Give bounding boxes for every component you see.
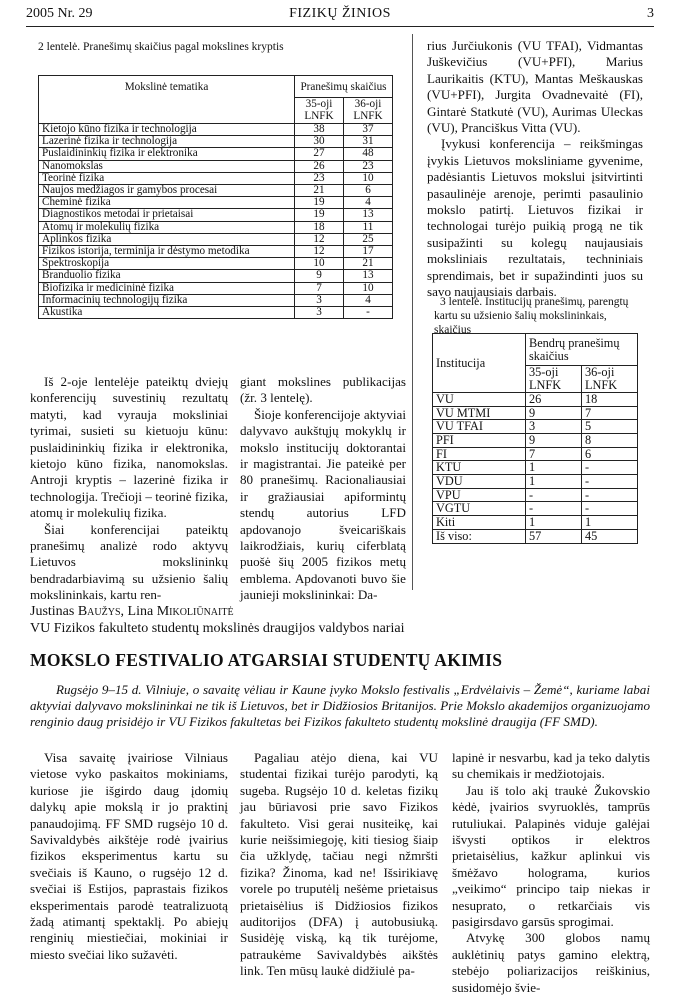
table2-cell-value-35: 26 (526, 392, 582, 406)
table1-cell-value-36: 37 (344, 123, 393, 135)
column-divider (412, 34, 413, 590)
table2-cell-label: Iš viso: (433, 529, 526, 543)
mid-left-paragraph-1: Iš 2-oje lentelėje pateiktų dviejų konferencijų suvestinių rezultatų matyti, kad vyrauja moksliniai tyrimai, susieti su kietuoju kūnu: puslaidininkių fizika ir elektronika, kietojo kūno fizika, nanomokslas. Antroji kryptis – lazerinė fizika ir technologija. Trečioji – teorinė fizika, atomų ir molekulių fizika. (30, 374, 228, 521)
table1-caption: 2 lentelė. Pranešimų skaičius pagal mokslines kryptis (38, 41, 284, 53)
author-surname-2: Mikoliūnaitė (156, 604, 234, 619)
table1-cell-value-36: 10 (344, 172, 393, 184)
table2-row (433, 529, 638, 543)
table1-cell-value-35: 9 (295, 270, 344, 282)
article-column-1 (30, 750, 228, 963)
mid-right-paragraph-2: Šioje konferencijoje aktyviai dalyvavo aukštųjų mokyklų ir mokslo institucijų doktorantai ir magistrantai. Jie pateikė per 80 pranešimų. Racionaliausiai ir gražiausiai apiformintų stendų autorius LFD apdovanojo šveicariškais laikrodžiais, kurių ciferblatą puošė šių 2005 fizikos metų emblema. Apdovanoti buvo šie jaunieji mokslininkai: Da- (240, 406, 406, 603)
table2-cell-value-35: 1 (526, 516, 582, 530)
table2-cell-label: VGTU (433, 502, 526, 516)
table2-cell-value-36: 1 (582, 516, 638, 530)
table1-cell-value-36: 23 (344, 160, 393, 172)
article-lead: Rugsėjo 9–15 d. Vilniuje, o savaitę vėliau ir Kaune įvyko Mokslo festivalis „Erdvėlaivis – Žemė“, kuriame labai aktyviai dalyvavo mokslininkai ne tik iš Lietuvos, bet ir Didžiosios Britanijos. Prie Mokslo akademijos organizuojamo renginio daug prisidėjo ir VU Fizikos fakultetas bei Fizikos fakulteto studentų mokslinė draugija (FF SMD). (30, 682, 650, 729)
table1-cell-label: Nanomokslas (39, 160, 295, 172)
table2-head-count: Bendrų pranešimų skaičius (526, 334, 638, 366)
table2-cell-value-36: 45 (582, 529, 638, 543)
table1-row (39, 184, 393, 196)
table2-cell-value-36: - (582, 461, 638, 475)
mid-left-paragraph-2: Šiai konferencijai pateiktų pranešimų analizė rodo aktyvų Lietuvos mokslininkų bendradarbiavimą su užsienio šalių mokslininkais, kartu ren- (30, 521, 228, 603)
table1-row (39, 245, 393, 257)
table1-cell-value-35: 12 (295, 245, 344, 257)
table-research-topics (38, 75, 393, 319)
mid-left-column (30, 374, 228, 604)
author-block (30, 603, 404, 637)
table1-cell-value-36: - (344, 306, 393, 318)
table1-row (39, 282, 393, 294)
article-title: MOKSLO FESTIVALIO ATGARSIAI STUDENTŲ AKIMIS (30, 650, 503, 670)
table1-cell-value-36: 4 (344, 294, 393, 306)
table2-cell-value-36: 5 (582, 420, 638, 434)
table1-row (39, 221, 393, 233)
table1-cell-value-35: 38 (295, 123, 344, 135)
article-col1-paragraph: Visa savaitę įvairiose Vilniaus vietose vyko paskaitos mokiniams, kuriose jie išgirdo daug įdomių dalykų apie mokslą ir jo praktinį panaudojimą. FF SMD rugsėjo 10 d. Savivaldybės aikštėje rodė įvairius fizikos eksperimentus kartu su svečiais iš Kauno, o rugsėjo 12 d. svečiai iš Estijos, paprastais fizikos eksperimentais parodė teatralizuotą žadą atimantį spektaklį. Po abiejų renginių miestiečiai, mokiniai ir miesto svečiai liko sužavėti. (30, 750, 228, 962)
table1-row (39, 136, 393, 148)
table1-cell-value-35: 18 (295, 221, 344, 233)
table2-cell-value-36: - (582, 502, 638, 516)
table1-row (39, 172, 393, 184)
table2-cell-value-36: 6 (582, 447, 638, 461)
table1-cell-label: Biofizika ir medicininė fizika (39, 282, 295, 294)
table1-row (39, 270, 393, 282)
article-column-3 (452, 750, 650, 996)
page-number: 3 (647, 6, 654, 21)
table1-head-c2: 36-oji LNFK (344, 97, 393, 123)
table1-cell-value-35: 7 (295, 282, 344, 294)
table1-row (39, 294, 393, 306)
table1-cell-label: Lazerinė fizika ir technologija (39, 136, 295, 148)
table2-cell-label: VU MTMI (433, 406, 526, 420)
journal-title: FIZIKŲ ŽINIOS (289, 6, 391, 21)
table2-caption: 3 lentelė. Institucijų pranešimų, parengtų kartu su užsienio šalių mokslininkais, skaičius (434, 296, 629, 336)
table1-cell-value-35: 3 (295, 294, 344, 306)
table1-row (39, 160, 393, 172)
table2-row (433, 447, 638, 461)
table2-cell-value-35: 7 (526, 447, 582, 461)
article-column-2 (240, 750, 438, 980)
table2-cell-value-35: 57 (526, 529, 582, 543)
table1-row (39, 123, 393, 135)
table1-cell-value-35: 30 (295, 136, 344, 148)
table1-cell-label: Kietojo kūno fizika ir technologija (39, 123, 295, 135)
table1-cell-value-36: 25 (344, 233, 393, 245)
table1-cell-value-35: 3 (295, 306, 344, 318)
table1-cell-value-36: 13 (344, 270, 393, 282)
table2-row (433, 475, 638, 489)
right-column-text (427, 38, 643, 301)
table1-cell-value-36: 48 (344, 148, 393, 160)
table2-cell-value-35: - (526, 502, 582, 516)
table1-cell-value-35: 21 (295, 184, 344, 196)
right-col-paragraph-2: Įvykusi konferencija – reikšmingas įvykis Lietuvos moksliniame gyvenime, padėsiantis Lietuvos mokslui įsitvirtinti pasaulinėje arenoje, perimti pasaulinio mokslo patirtį. Lietuvos fizikai ir technologai turėjo puikią progą ne tik susipažinti su kolegų naujausiais moksliniais rezultatais, techniniais sprendimais, bet ir supažindinti juos su savo naujausiais darbais. (427, 136, 643, 300)
table2-cell-value-36: - (582, 475, 638, 489)
right-col-paragraph-1: rius Jurčiukonis (VU TFAI), Vidmantas Juškevičius (VU+PFI), Marius Laurikaitis (KTU), Mantas Meškauskas (VU+PFI), Jurgita Ovadnevaitė (FI), Gintarė Statkutė (VU), Aurimas Uleckas (VU), Pranciškus Vitta (VU). (427, 38, 643, 136)
table1-cell-value-35: 19 (295, 209, 344, 221)
table1-cell-label: Akustika (39, 306, 295, 318)
header-rule (26, 26, 654, 27)
table2-row (433, 516, 638, 530)
table1-cell-value-35: 19 (295, 197, 344, 209)
table1-cell-value-35: 27 (295, 148, 344, 160)
article-col3-paragraph-3: Atvykę 300 globos namų auklėtinių patys gamino elektrą, stebėjo poliarizacijos reiškinius, susidomėjo švie- (452, 930, 650, 995)
table2-row (433, 502, 638, 516)
table-institutions (432, 333, 638, 544)
table1-cell-value-35: 10 (295, 258, 344, 270)
table1-row (39, 306, 393, 318)
table2-cell-value-35: 9 (526, 406, 582, 420)
table1-cell-value-36: 21 (344, 258, 393, 270)
table1-cell-label: Naujos medžiagos ir gamybos procesai (39, 184, 295, 196)
table1-cell-value-36: 13 (344, 209, 393, 221)
table1-cell-label: Spektroskopija (39, 258, 295, 270)
table2-row (433, 488, 638, 502)
table2-cell-value-35: 1 (526, 475, 582, 489)
mid-right-column (240, 374, 406, 604)
table1-cell-label: Diagnostikos metodai ir prietaisai (39, 209, 295, 221)
table1-cell-value-36: 6 (344, 184, 393, 196)
table1-cell-label: Aplinkos fizika (39, 233, 295, 245)
table1-row (39, 197, 393, 209)
table2-cell-value-35: 9 (526, 433, 582, 447)
author-affiliation: VU Fizikos fakulteto studentų mokslinės draugijos valdybos nariai (30, 621, 405, 636)
table2-row (433, 392, 638, 406)
table2-row (433, 433, 638, 447)
table1-cell-value-36: 10 (344, 282, 393, 294)
table2-cell-value-35: 3 (526, 420, 582, 434)
table2-cell-value-35: 1 (526, 461, 582, 475)
table1-cell-label: Teorinė fizika (39, 172, 295, 184)
table2-cell-label: VDU (433, 475, 526, 489)
table1-cell-value-35: 26 (295, 160, 344, 172)
table2-cell-label: VU (433, 392, 526, 406)
table1-row (39, 148, 393, 160)
table2-cell-value-36: 18 (582, 392, 638, 406)
table1-cell-value-36: 17 (344, 245, 393, 257)
table1-cell-value-36: 31 (344, 136, 393, 148)
table2-cell-value-35: - (526, 488, 582, 502)
table1-head-count: Pranešimų skaičius (295, 76, 393, 98)
author-names: Justinas Baužys, Lina Mikoliūnaitė (30, 604, 234, 619)
table1-row (39, 233, 393, 245)
article-col3-paragraph-2: Jau iš tolo akį traukė Žukovskio kėdė, įvairios svyruoklės, tamprūs rutuliukai. Palapinės viduje galėjai išvysti optikos ir elektros prietaisėlius, kažkur aplinkui vis šmėžavo holograma, kurios „veikimo“ principo taip niekas ir nesuprato, o retkarčiais vis pasigirsdavo garsūs sprogimai. (452, 782, 650, 930)
table2-row (433, 420, 638, 434)
table1-cell-label: Informacinių technologijų fizika (39, 294, 295, 306)
table1-head-topic: Mokslinė tematika (39, 76, 295, 124)
table2-head-c2: 36-oji LNFK (582, 366, 638, 392)
table1-row (39, 258, 393, 270)
table1-cell-label: Puslaidininkių fizika ir elektronika (39, 148, 295, 160)
article-col2-paragraph: Pagaliau atėjo diena, kai VU studentai fizikai turėjo parodyti, ką sugeba. Rugsėjo 10 d. keletas fizikų jau būriavosi prie savo Fizikos fakulteto. Visi gerai nusiteikę, kai kurie neišsimiegoję, kiti tiesiog šiaip čia užklydę, tačiau negi nžmršti fizika? Žinoma, kad ne! Išsirikiavę vorele po truputėlį nešėme prietaisus prietaisėlius iš Didžiosios fizikos auditorijos (DFA) į autobusiuką. Susidėję viską, ką tik turėjome, patraukėme Savivaldybės aikštės link. Ten mūsų laukė didžiulė pa- (240, 750, 438, 979)
table2-cell-value-36: 8 (582, 433, 638, 447)
issue-label: 2005 Nr. 29 (26, 6, 93, 21)
table2-head-c1: 35-oji LNFK (526, 366, 582, 392)
table2-cell-label: VPU (433, 488, 526, 502)
table1-head-c1: 35-oji LNFK (295, 97, 344, 123)
table1-cell-value-36: 11 (344, 221, 393, 233)
table2-row (433, 406, 638, 420)
table1-cell-value-35: 12 (295, 233, 344, 245)
table1-cell-value-36: 4 (344, 197, 393, 209)
article-col3-paragraph-1: lapinė ir nesvarbu, kad ja teko dalytis su chemikais ir medžiotojais. (452, 750, 650, 782)
author-surname-1: Baužys (77, 604, 121, 619)
table2-cell-label: Kiti (433, 516, 526, 530)
table2-cell-label: PFI (433, 433, 526, 447)
table1-cell-label: Cheminė fizika (39, 197, 295, 209)
table2-cell-value-36: 7 (582, 406, 638, 420)
table2-cell-label: KTU (433, 461, 526, 475)
table1-cell-label: Fizikos istorija, terminija ir dėstymo metodika (39, 245, 295, 257)
table2-head-inst: Institucija (433, 334, 526, 393)
page-header (26, 6, 654, 26)
table1-cell-label: Atomų ir molekulių fizika (39, 221, 295, 233)
table2-cell-label: FI (433, 447, 526, 461)
table1-row (39, 209, 393, 221)
table1-cell-value-35: 23 (295, 172, 344, 184)
table2-cell-value-36: - (582, 488, 638, 502)
mid-right-paragraph-1: giant mokslines publikacijas (žr. 3 lentelę). (240, 374, 406, 406)
table1-cell-label: Branduolio fizika (39, 270, 295, 282)
table2-cell-label: VU TFAI (433, 420, 526, 434)
table2-row (433, 461, 638, 475)
